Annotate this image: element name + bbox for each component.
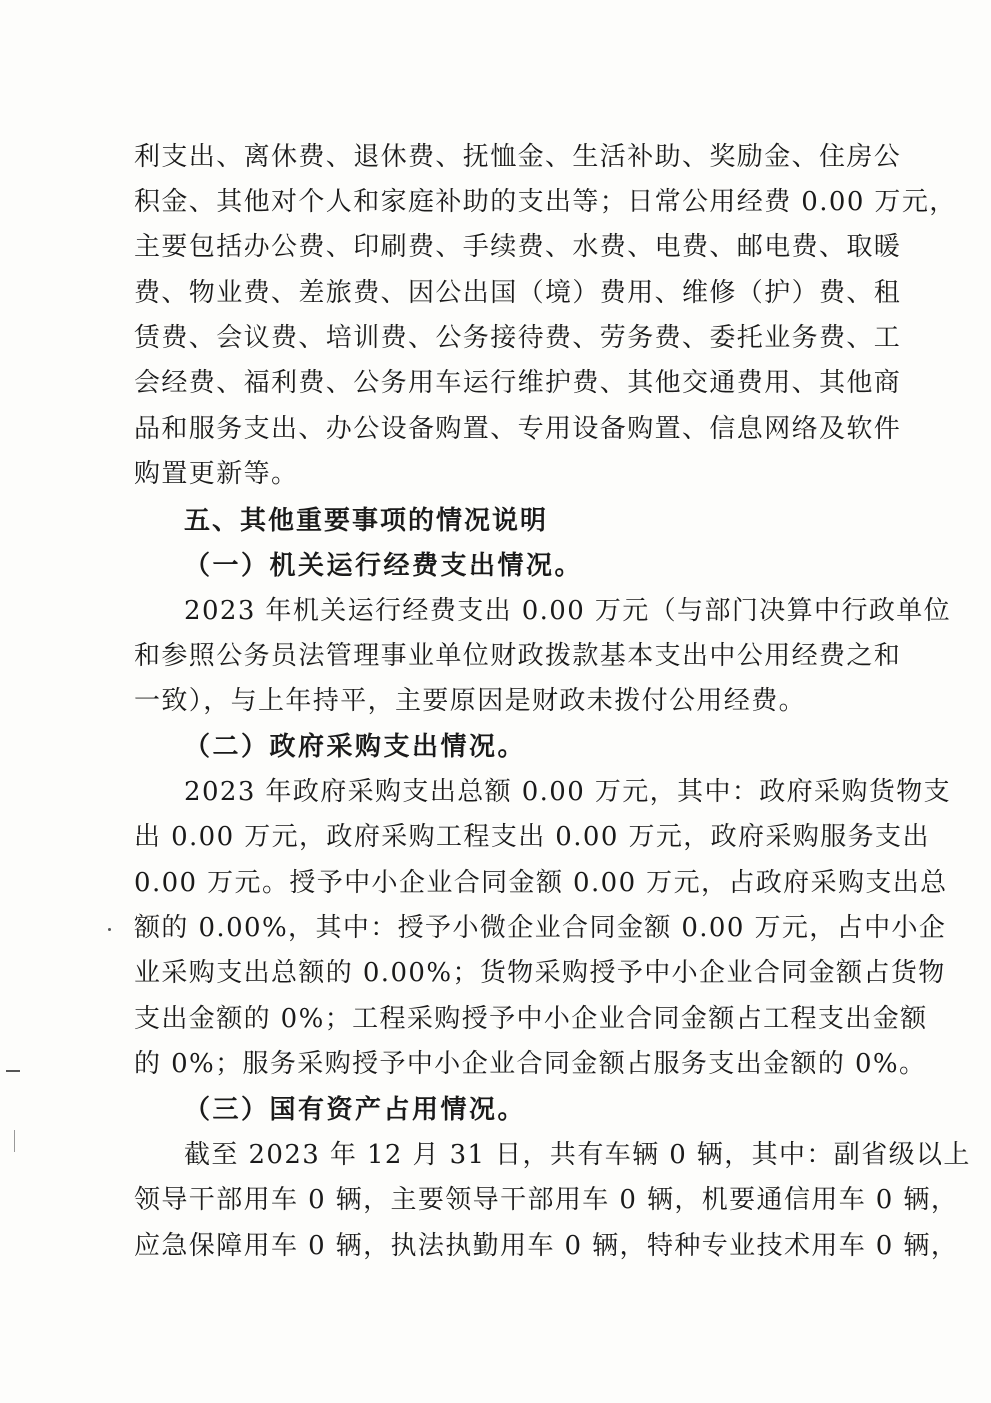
paragraph-line: 2023 年政府采购支出总额 0.00 万元，其中：政府采购货物支 <box>184 777 952 807</box>
paragraph-line: 业采购支出总额的 0.00%；货物采购授予中小企业合同金额占货物 <box>134 958 946 988</box>
subsection-heading: （三）国有资产占用情况。 <box>184 1095 527 1125</box>
paragraph-line: 0.00 万元。授予中小企业合同金额 0.00 万元，占政府采购支出总 <box>134 868 948 898</box>
paragraph-line: 购置更新等。 <box>134 459 299 489</box>
paragraph-line: 费、物业费、差旅费、因公出国（境）费用、维修（护）费、租 <box>134 278 902 308</box>
paragraph-line: 支出金额的 0%；工程采购授予中小企业合同金额占工程支出金额 <box>134 1004 928 1034</box>
paragraph-line: 积金、其他对个人和家庭补助的支出等；日常公用经费 0.00 万元， <box>134 187 957 217</box>
paragraph-line: 额的 0.00%，其中：授予小微企业合同金额 0.00 万元，占中小企 <box>134 913 947 943</box>
paragraph-line: 会经费、福利费、公务用车运行维护费、其他交通费用、其他商 <box>134 368 902 398</box>
paragraph-line: 应急保障用车 0 辆，执法执勤用车 0 辆，特种专业技术用车 0 辆， <box>134 1231 959 1261</box>
paragraph-line: 和参照公务员法管理事业单位财政拨款基本支出中公用经费之和 <box>134 641 902 671</box>
paragraph-line: 利支出、离休费、退休费、抚恤金、生活补助、奖励金、住房公 <box>134 142 902 172</box>
paragraph-line: 一致），与上年持平，主要原因是财政未拨付公用经费。 <box>134 686 807 716</box>
scan-margin-mark <box>6 1070 20 1072</box>
paragraph-line: 领导干部用车 0 辆，主要领导干部用车 0 辆，机要通信用车 0 辆， <box>134 1185 959 1215</box>
paragraph-line: 赁费、会议费、培训费、公务接待费、劳务费、委托业务费、工 <box>134 323 902 353</box>
scan-speck <box>108 928 111 931</box>
paragraph-line: 品和服务支出、办公设备购置、专用设备购置、信息网络及软件 <box>134 414 902 444</box>
paragraph-line: 2023 年机关运行经费支出 0.00 万元（与部门决算中行政单位 <box>184 596 952 626</box>
subsection-heading: （二）政府采购支出情况。 <box>184 732 527 762</box>
subsection-heading: （一）机关运行经费支出情况。 <box>184 551 584 581</box>
scan-margin-mark <box>14 1130 15 1152</box>
paragraph-line: 截至 2023 年 12 月 31 日，共有车辆 0 辆，其中：副省级以上 <box>184 1140 971 1170</box>
paragraph-line: 出 0.00 万元，政府采购工程支出 0.00 万元，政府采购服务支出 <box>134 822 930 852</box>
paragraph-line: 主要包括办公费、印刷费、手续费、水费、电费、邮电费、取暖 <box>134 232 902 262</box>
paragraph-line: 的 0%；服务采购授予中小企业合同金额占服务支出金额的 0%。 <box>134 1049 927 1079</box>
section-heading: 五、其他重要事项的情况说明 <box>184 506 549 536</box>
